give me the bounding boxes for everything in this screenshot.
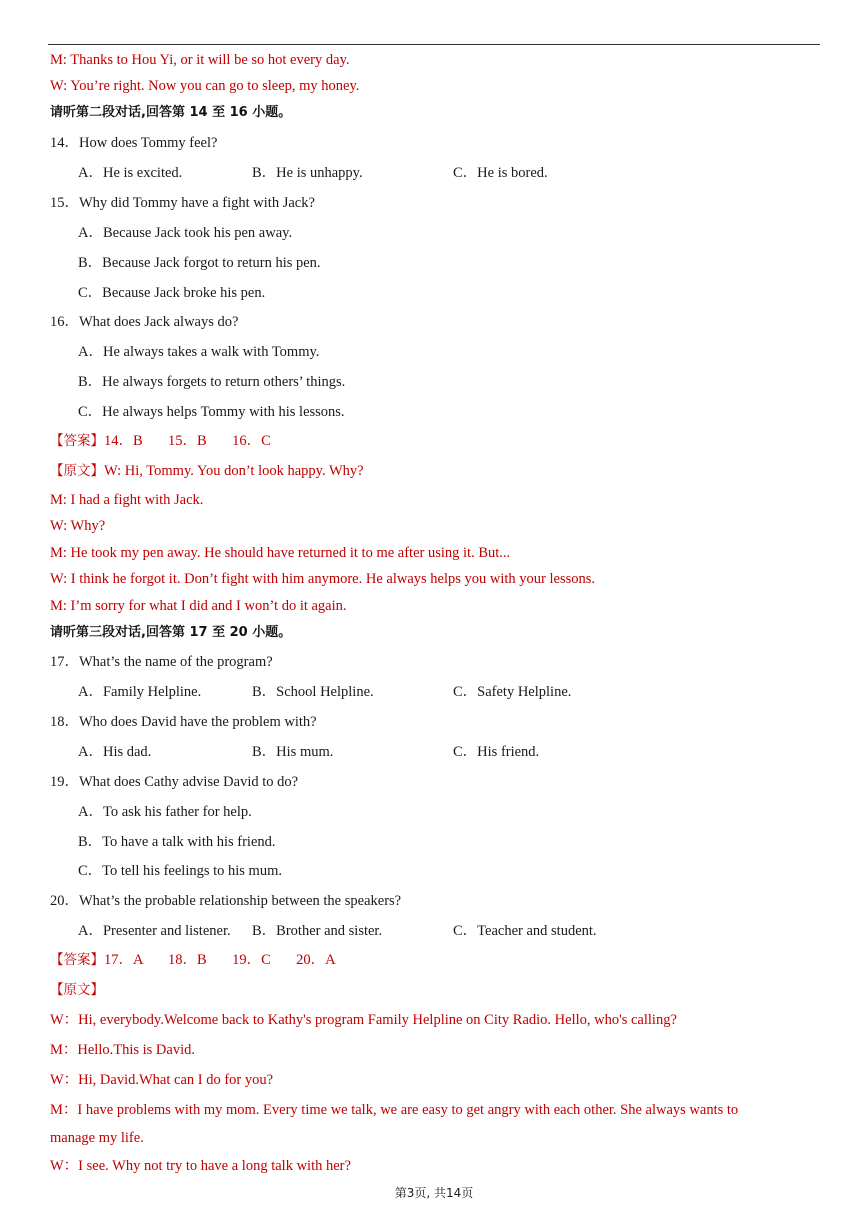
option-16b: B．He always forgets to return others’ things. bbox=[78, 374, 346, 390]
question-19: 19．What does Cathy advise David to do? bbox=[50, 774, 299, 790]
question-15: 15．Why did Tommy have a fight with Jack? bbox=[50, 195, 315, 211]
question-18: 18．Who does David have the problem with? bbox=[50, 714, 317, 730]
dialogue-line: M: He took my pen away. He should have returned it to me after using it. But... bbox=[50, 545, 511, 561]
transcript-text: W: Hi, Tommy. You don’t look happy. Why? bbox=[104, 463, 364, 479]
transcript-tag: 【原文】 bbox=[50, 463, 104, 479]
answer-line bbox=[50, 432, 271, 450]
question-14: 14．How does Tommy feel? bbox=[50, 135, 218, 151]
transcript-tag: 【原文】 bbox=[50, 982, 104, 998]
answer-tag: 【答案】 bbox=[50, 433, 104, 449]
option-18b: B．His mum. bbox=[252, 744, 334, 760]
option-17b: B．School Helpline. bbox=[252, 684, 374, 700]
dialogue-line: W: I think he forgot it. Don’t fight with him anymore. He always helps you with your lessons. bbox=[50, 571, 596, 587]
dialogue-line: W：I see. Why not try to have a long talk with her? bbox=[50, 1158, 351, 1174]
answer-tag: 【答案】 bbox=[50, 952, 104, 968]
option-14b: B．He is unhappy. bbox=[252, 165, 363, 181]
option-14a: A．He is excited. bbox=[78, 165, 183, 181]
option-19b: B．To have a talk with his friend. bbox=[78, 834, 276, 850]
question-20: 20．What’s the probable relationship between the speakers? bbox=[50, 893, 402, 909]
option-14c: C．He is bored. bbox=[453, 165, 548, 181]
option-20c: C．Teacher and student. bbox=[453, 923, 597, 939]
dialogue-line: M：I have problems with my mom. Every time we talk, we are easy to get angry with each other. She always wants to bbox=[50, 1102, 739, 1118]
transcript-line bbox=[50, 462, 364, 480]
section-heading: 请听第二段对话,回答第 14 至 16 小题。 bbox=[50, 105, 292, 120]
option-18a: A．His dad. bbox=[78, 744, 152, 760]
option-19c: C．To tell his feelings to his mum. bbox=[78, 863, 282, 879]
option-20b: B．Brother and sister. bbox=[252, 923, 383, 939]
dialogue-line: W：Hi, everybody.Welcome back to Kathy's program Family Helpline on City Radio. Hello, who's calling? bbox=[50, 1012, 677, 1028]
option-16c: C．He always helps Tommy with his lessons. bbox=[78, 404, 345, 420]
answer-line bbox=[50, 951, 336, 969]
section-heading: 请听第三段对话,回答第 17 至 20 小题。 bbox=[50, 625, 292, 640]
option-15c: C．Because Jack broke his pen. bbox=[78, 285, 266, 301]
option-17c: C．Safety Helpline. bbox=[453, 684, 572, 700]
answer-values: 14．B 15．B 16．C bbox=[104, 433, 271, 449]
dialogue-line: manage my life. bbox=[50, 1130, 144, 1146]
dialogue-line: W：Hi, David.What can I do for you? bbox=[50, 1072, 274, 1088]
option-19a: A．To ask his father for help. bbox=[78, 804, 252, 820]
dialogue-line: W: You’re right. Now you can go to sleep, my honey. bbox=[50, 78, 360, 94]
answer-values: 17．A 18．B 19．C 20．A bbox=[104, 952, 336, 968]
question-17: 17．What’s the name of the program? bbox=[50, 654, 273, 670]
question-16: 16．What does Jack always do? bbox=[50, 314, 239, 330]
dialogue-line: W: Why? bbox=[50, 518, 106, 534]
option-15b: B．Because Jack forgot to return his pen. bbox=[78, 255, 321, 271]
option-20a: A．Presenter and listener. bbox=[78, 923, 231, 939]
header-rule bbox=[48, 44, 820, 45]
dialogue-line: M: I’m sorry for what I did and I won’t do it again. bbox=[50, 598, 347, 614]
option-18c: C．His friend. bbox=[453, 744, 540, 760]
transcript-tag-line bbox=[50, 981, 104, 999]
option-17a: A．Family Helpline. bbox=[78, 684, 202, 700]
option-16a: A．He always takes a walk with Tommy. bbox=[78, 344, 320, 360]
dialogue-line: M：Hello.This is David. bbox=[50, 1042, 195, 1058]
dialogue-line: M: Thanks to Hou Yi, or it will be so hot every day. bbox=[50, 52, 350, 68]
page-footer: 第3页, 共14页 bbox=[394, 1186, 474, 1200]
option-15a: A．Because Jack took his pen away. bbox=[78, 225, 293, 241]
dialogue-line: M: I had a fight with Jack. bbox=[50, 492, 204, 508]
